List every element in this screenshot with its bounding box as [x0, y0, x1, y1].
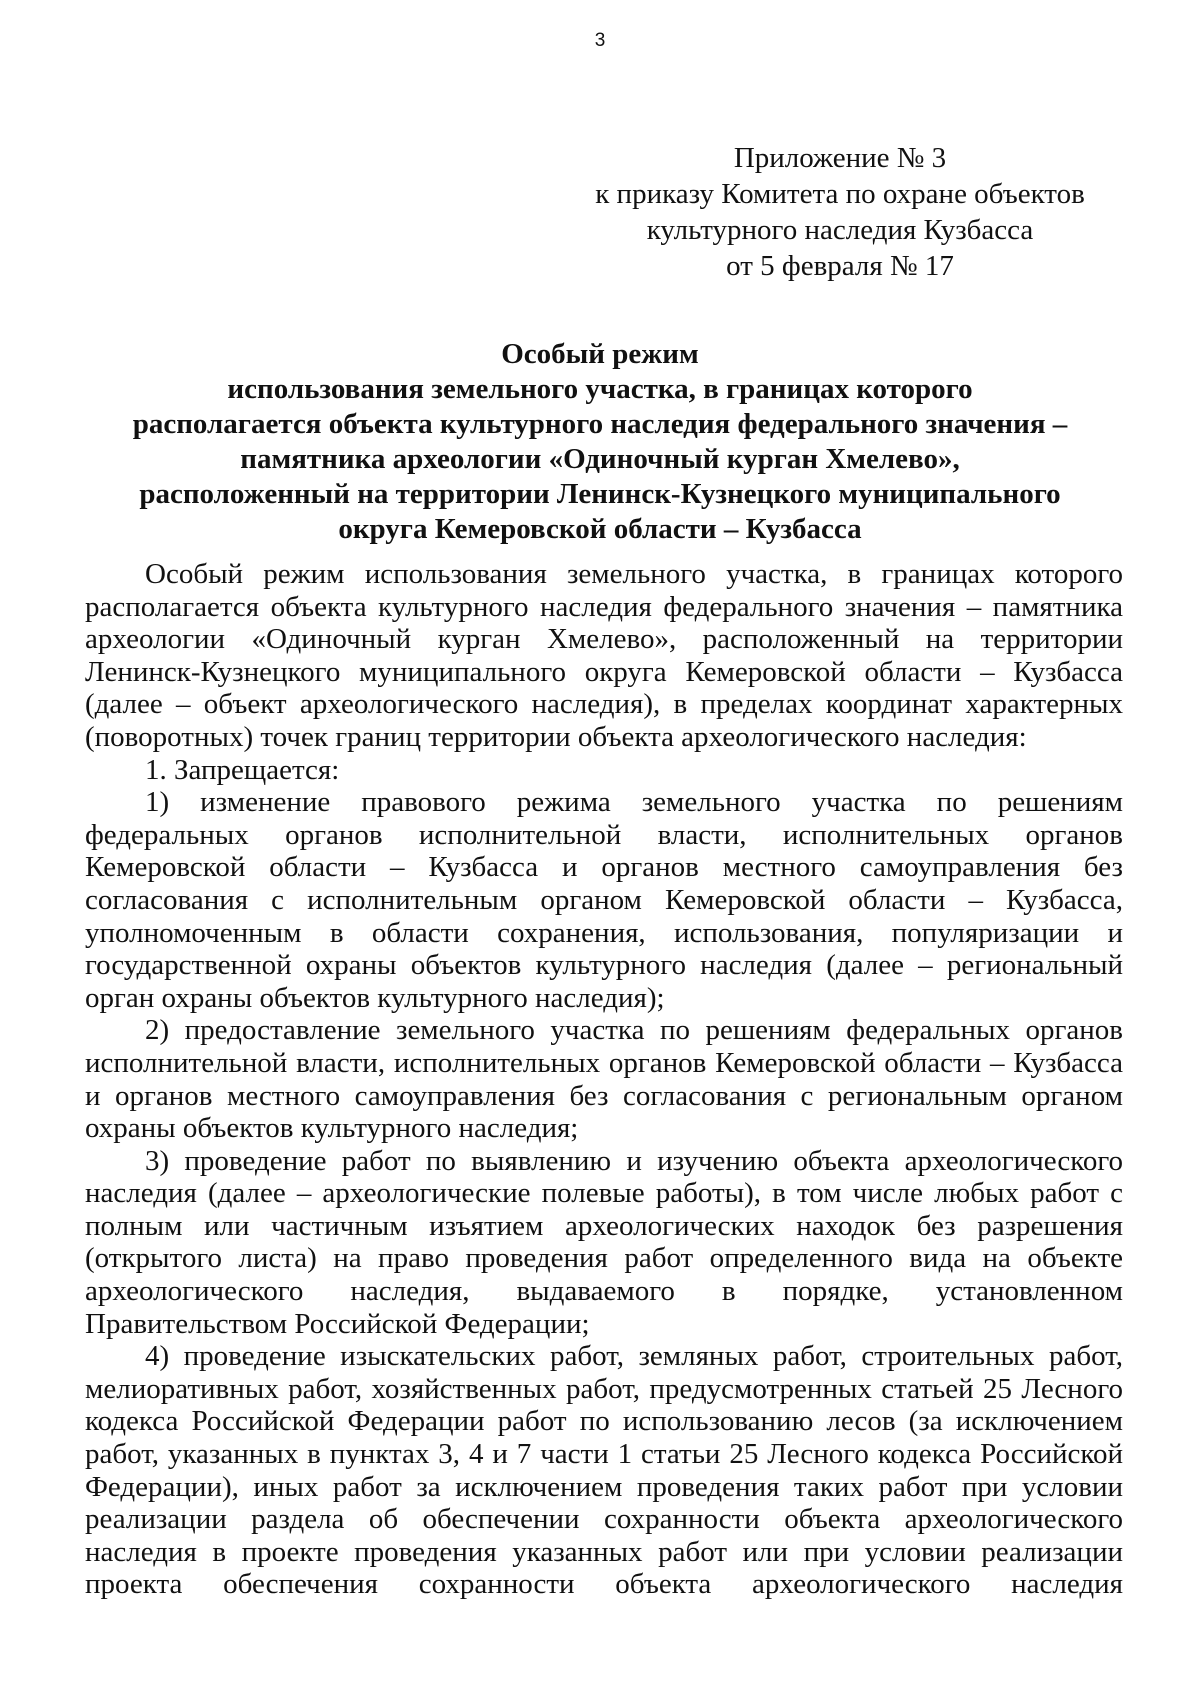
document-title: [0, 337, 1200, 547]
title-line: расположенный на территории Ленинск-Кузнецкого муниципального: [139, 478, 1061, 510]
appendix-line: Приложение № 3: [733, 142, 947, 174]
section-heading: 1. Запрещается:: [145, 753, 340, 786]
title-line: располагается объекта культурного наследия федерального значения –: [132, 408, 1068, 440]
page-number: 3: [594, 30, 606, 51]
intro-paragraph: Особый режим использования земельного участка, в границах которого располагается объекта культурного наследия федерального значения – памятника археологии «Одиночный курган Хмелево», расположенный на территории Ленинск-Кузнецкого муниципального округа Кемеровской области – Кузбасса (далее – объект археологического наследия), в пределах координат характерных (поворотных) точек границ территории объекта археологического наследия:: [85, 558, 1123, 753]
list-item: 3) проведение работ по выявлению и изучению объекта археологического наследия (далее – археологические полевые работы), в том числе любых работ с полным или частичным изъятием археологических находок без разрешения (открытого листа) на право проведения работ определенного вида на объекте археологического наследия, выдаваемого в порядке, установленном Правительством Российской Федерации;: [85, 1144, 1123, 1340]
appendix-line: культурного наследия Кузбасса: [646, 214, 1034, 246]
title-line: использования земельного участка, в границах которого: [227, 373, 973, 405]
title-line: округа Кемеровской области – Кузбасса: [338, 513, 862, 545]
list-item: 2) предоставление земельного участка по решениям федеральных органов исполнительной власти, исполнительных органов Кемеровской области – Кузбасса и органов местного самоуправления без согласования с региональным органом охраны объектов культурного наследия;: [85, 1014, 1123, 1145]
title-line: Особый режим: [501, 338, 699, 370]
appendix-line: к приказу Комитета по охране объектов: [595, 178, 1085, 210]
appendix-line: от 5 февраля № 17: [726, 250, 954, 282]
appendix-header: [560, 140, 1120, 284]
title-line: памятника археологии «Одиночный курган Хмелево»,: [240, 443, 960, 475]
list-item: 4) проведение изыскательских работ, земляных работ, строительных работ, мелиоративных работ, хозяйственных работ, предусмотренных статьей 25 Лесного кодекса Российской Федерации работ по использованию лесов (за исключением работ, указанных в пунктах 3, 4 и 7 части 1 статьи 25 Лесного кодекса Российской Федерации), иных работ за исключением проведения таких работ при условии реализации раздела об обеспечении сохранности объекта археологического наследия в проекте проведения указанных работ или при условии реализации проекта обеспечения сохранности объекта археологического наследия: [85, 1340, 1123, 1601]
list-item: 1) изменение правового режима земельного участка по решениям федеральных органов исполнительной власти, исполнительных органов Кемеровской области – Кузбасса и органов местного самоуправления без согласования с исполнительным органом Кемеровской области – Кузбасса, уполномоченным в области сохранения, использования, популяризации и государственной охраны объектов культурного наследия (далее – региональный орган охраны объектов культурного наследия);: [85, 786, 1123, 1014]
document-body: [85, 558, 1123, 1601]
